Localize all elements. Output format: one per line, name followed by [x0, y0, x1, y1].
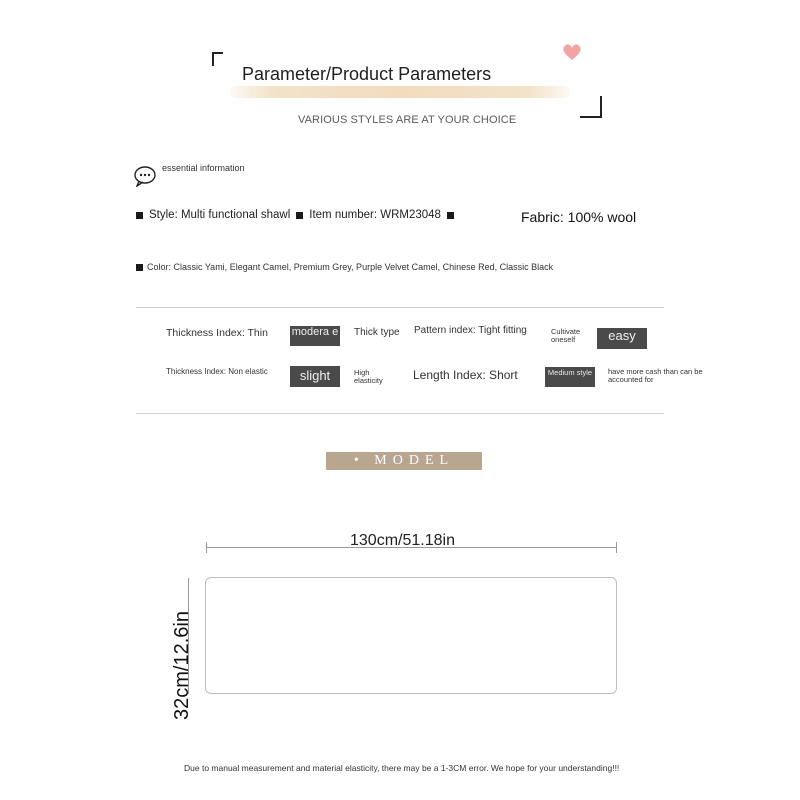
divider-bottom [136, 413, 664, 414]
divider-top [136, 307, 664, 308]
elastic-right-label: High elasticity [354, 368, 383, 385]
bullet-square-icon [136, 264, 143, 271]
model-banner: • MODEL [326, 452, 482, 470]
chat-bubble-icon [133, 165, 157, 187]
item-number-text: Item number: WRM23048 [309, 209, 441, 221]
style-item-row [136, 209, 454, 221]
height-dimension-label: 32cm/12.6in [171, 611, 193, 720]
thickness-index-label: Thickness Index: Thin [166, 327, 268, 339]
corner-bracket-bottom-right [580, 96, 602, 118]
bullet-square-icon [447, 212, 454, 219]
page-title: Parameter/Product Parameters [242, 64, 492, 84]
width-dimension-label: 130cm/51.18in [350, 532, 455, 549]
fabric-text: Fabric: 100% wool [521, 209, 637, 225]
elastic-index-label: Thickness Index: Non elastic [166, 367, 268, 376]
essential-info-label: essential information [162, 163, 245, 173]
pattern-index-label: Pattern index: Tight fitting [414, 325, 527, 336]
measurement-note: Due to manual measurement and material elasticity, there may be a 1-3CM error. We hope for your understanding!!! [184, 763, 620, 773]
scarf-outline [205, 577, 617, 694]
corner-bracket-top-left [212, 52, 223, 66]
length-right-note: have more cash than can be accounted for [608, 367, 703, 384]
title-highlight [230, 86, 570, 98]
width-tick-right [616, 542, 617, 553]
color-row [136, 262, 553, 272]
color-text: Color: Classic Yami, Elegant Camel, Premium Grey, Purple Velvet Camel, Chinese Red, Classic Black [147, 262, 554, 272]
width-tick-left [206, 542, 207, 553]
page-subtitle: VARIOUS STYLES ARE AT YOUR CHOICE [298, 114, 517, 126]
bullet-square-icon [296, 212, 303, 219]
pattern-left-note: Cultivate oneself [551, 327, 581, 344]
thickness-right-label: Thick type [354, 327, 400, 338]
heart-icon [561, 42, 583, 62]
length-index-label: Length Index: Short [413, 368, 518, 382]
style-text: Style: Multi functional shawl [149, 209, 291, 221]
length-tag: Medium style [545, 367, 595, 387]
thickness-tag: modera e [290, 326, 340, 346]
pattern-tag: easy [597, 328, 647, 349]
bullet-square-icon [136, 212, 143, 219]
elastic-tag: slight [290, 366, 340, 387]
